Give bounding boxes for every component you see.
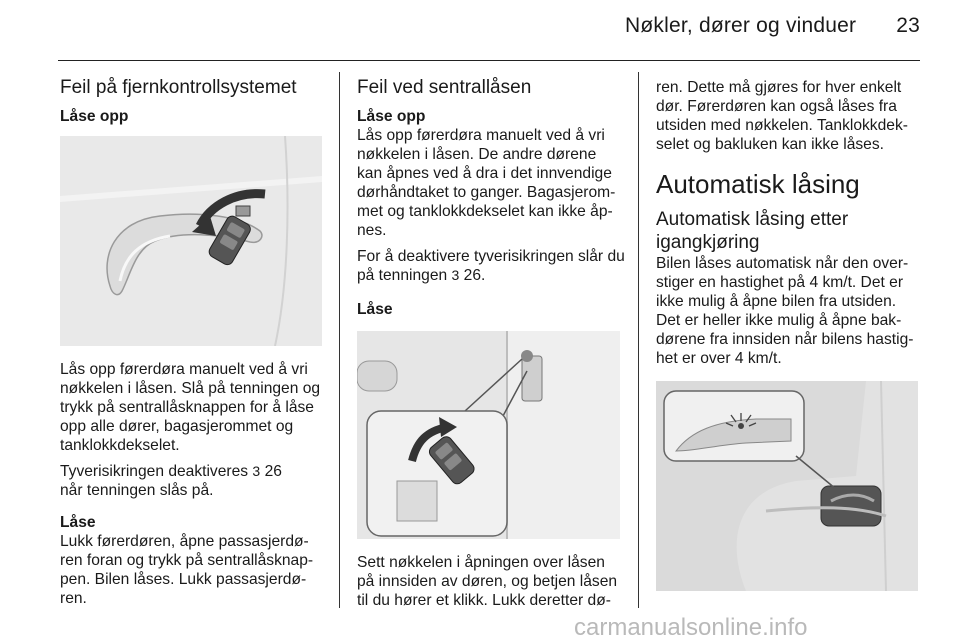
door-lock-key-illustration [357,331,620,539]
header-rule [58,60,920,61]
subheading-lock: Låse [60,514,96,531]
column-divider-2 [638,72,639,608]
paragraph: Lås opp førerdøra manuelt ved å vri nøkkelen i låsen. Slå på tenningen og trykk på sentrallåsknappen for å låse opp alle dører, bagasjerommet og tanklokkdekselet. [60,361,321,454]
paragraph: Bilen låses automatisk når den over-stiger en hastighet på 4 km/t. Det er ikke mulig å åpne bilen fra utsiden. Det er heller ikke mulig å åpne bak-dørene fra innsiden når bilens hastig-het er over 4 km/t. [656,255,914,367]
section-heading-large: Automatisk låsing [656,169,860,199]
section-heading: Feil ved sentrallåsen [357,77,532,98]
subheading-unlock: Låse opp [60,108,129,125]
paragraph: ren. Dette må gjøres for hver enkelt dør. Førerdøren kan også låses fra utsiden med nøkkelen. Tanklokkdek-selet og bakluken kan ikke låses. [656,79,908,153]
paragraph: Lås opp førerdøra manuelt ved å vri nøkkelen i låsen. De andre dørene kan åpnes ved å dra i det innvendige dørhåndtaket to ganger. Bagasjerom-met og tanklokkdekselet kan ikke åp-nes. [357,127,616,239]
paragraph: Sett nøkkelen i åpningen over låsen på innsiden av døren, og betjen låsen til du hører et klikk. Lukk deretter dø- [357,554,618,609]
door-handle-key-illustration [60,136,322,346]
column-1 [60,78,328,615]
paragraph: For å deaktivere tyverisikringen slår du på tenningen 3 26. [357,248,625,284]
subheading: Automatisk låsing etter igangkjøring [656,209,849,253]
header-title: Nøkler, dører og vinduer [625,14,857,37]
section-heading: Feil på fjernkontrollsystemet [60,77,297,98]
paragraph: Tyverisikringen deaktiveres 3 26 når tenningen slås på. [60,463,282,499]
page-header [625,14,920,38]
watermark: carmanualsonline.info [574,614,808,641]
paragraph: Lukk førerdøren, åpne passasjerdø-ren foran og trykk på sentrallåsknap-pen. Bilen låses. Lukk passasjerdø-ren. [60,533,314,607]
column-2 [357,78,625,617]
page-number: 23 [896,14,920,37]
subheading-lock: Låse [357,301,393,318]
subheading-unlock: Låse opp [357,108,426,125]
door-interior-illustration [656,381,918,591]
column-divider-1 [339,72,340,608]
column-3 [656,78,924,591]
